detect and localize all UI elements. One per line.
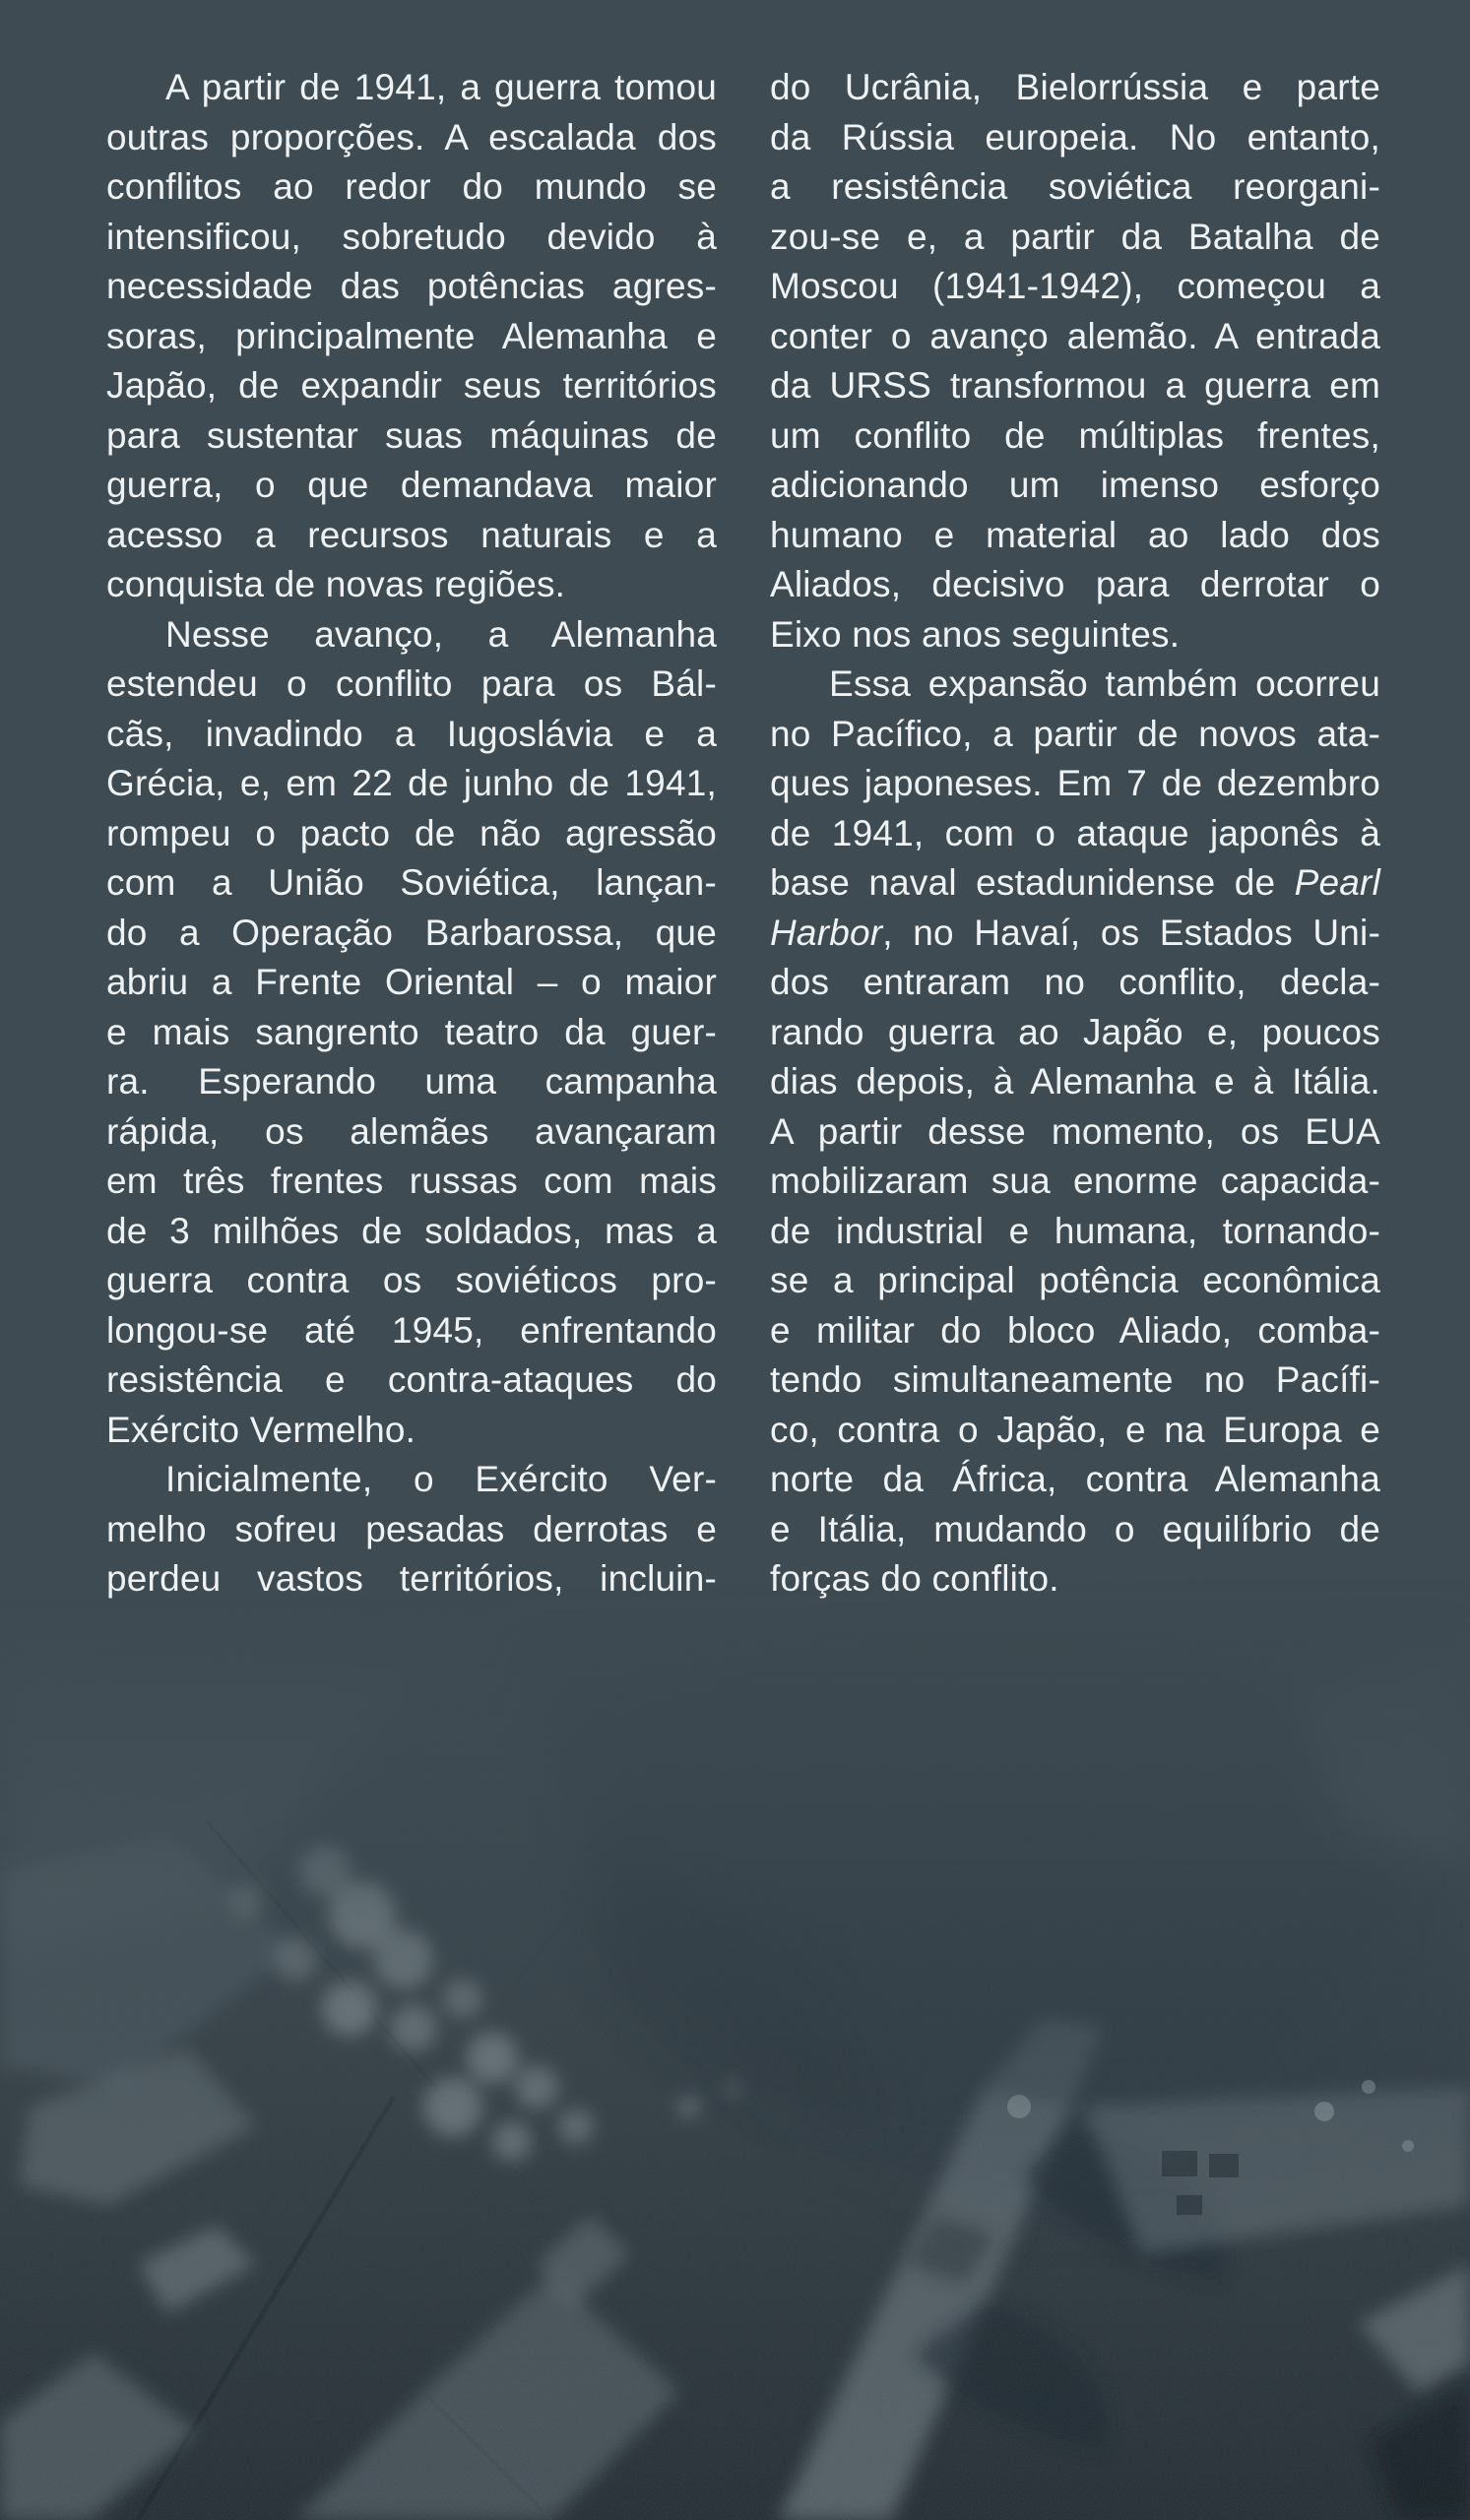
text-line [770,213,1380,263]
text-line [106,610,717,661]
text-line [770,858,1380,909]
text-line [770,809,1380,859]
text-run: Japão, de expandir seus territórios [106,365,717,406]
text-run: Nesse avanço, a Alemanha [165,613,717,655]
text-line [106,63,717,113]
photo-grain [0,1575,1470,2520]
text-run: Inicialmente, o Exército Ver- [165,1459,717,1499]
text-line [770,759,1380,809]
text-run: da URSS transformou a guerra em [770,365,1380,406]
text-run: perdeu vastos territórios, incluin- [106,1558,717,1599]
text-line [106,809,717,859]
text-line [770,63,1380,113]
text-run: mobilizaram sua enorme capacida- [770,1161,1380,1201]
text-line [770,461,1380,511]
text-run: conquista de novas regiões. [106,564,566,604]
text-run: tendo simultaneamente no Pacífi- [770,1359,1380,1400]
text-run: , no Havaí, os Estados Uni- [882,912,1380,953]
text-line [770,262,1380,312]
text-line [106,1406,717,1456]
text-line [770,1057,1380,1107]
text-column-right [770,63,1380,1605]
text-line [770,361,1380,411]
text-line [770,1355,1380,1406]
text-line [770,312,1380,362]
text-run: Eixo nos anos seguintes. [770,613,1181,655]
text-run: de industrial e humana, tornando- [770,1210,1380,1251]
text-run: Essa expansão também ocorreu [829,663,1380,704]
text-line [770,560,1380,610]
text-run: se a principal potência econômica [770,1260,1380,1300]
italic-text-run: Pearl [1294,862,1380,903]
text-run: e militar do bloco Aliado, comba- [770,1309,1380,1351]
text-line [770,1455,1380,1505]
text-line [106,162,717,213]
text-run: rápida, os alemães avançaram [106,1110,717,1152]
text-run: do Ucrânia, Bielorrússia e parte [770,67,1380,107]
text-line [106,1554,717,1605]
text-line [770,511,1380,561]
text-run: humano e material ao lado dos [770,514,1380,555]
text-run: guerra contra os soviéticos pro- [106,1260,717,1300]
text-line [106,411,717,462]
text-line [106,361,717,411]
text-run: rompeu o pacto de não agressão [106,812,717,853]
text-run: com a União Soviética, lançan- [106,862,717,903]
text-line [770,1406,1380,1456]
text-line [106,958,717,1008]
text-run: A partir desse momento, os EUA [770,1110,1380,1152]
text-line [106,1008,717,1058]
text-run: longou-se até 1945, enfrentando [106,1309,717,1351]
text-run: cãs, invadindo a Iugoslávia e a [106,713,717,754]
text-line [770,113,1380,163]
text-line [770,909,1380,959]
text-line [770,660,1380,710]
text-line [770,1008,1380,1058]
text-line [770,411,1380,462]
text-line [106,1355,717,1406]
text-line [770,1505,1380,1555]
text-run: no Pacífico, a partir de novos ata- [770,713,1380,754]
text-line [106,1455,717,1505]
text-line [106,759,717,809]
text-run: ques japoneses. Em 7 de dezembro [770,763,1380,803]
text-run: de 3 milhões de soldados, mas a [106,1210,717,1251]
text-line [770,710,1380,760]
text-run: abriu a Frente Oriental – o maior [106,962,717,1002]
text-run: A partir de 1941, a guerra tomou [165,67,717,107]
text-run: norte da África, contra Alemanha [770,1459,1380,1499]
text-run: para sustentar suas máquinas de [106,414,717,456]
text-run: intensificou, sobretudo devido à [106,216,717,257]
text-run: Moscou (1941-1942), começou a [770,266,1380,306]
text-line [106,1207,717,1257]
text-line [770,958,1380,1008]
text-run: um conflito de múltiplas frentes, [770,414,1380,456]
text-run: resistência e contra-ataques do [106,1359,717,1400]
text-line [106,511,717,561]
text-line [106,1306,717,1356]
text-run: Exército Vermelho. [106,1409,416,1450]
text-run: conflitos ao redor do mundo se [106,166,717,207]
text-run: zou-se e, a partir da Batalha de [770,216,1380,257]
text-run: acesso a recursos naturais e a [106,514,717,555]
text-run: necessidade das potências agres- [106,266,717,306]
text-run: em três frentes russas com mais [106,1161,717,1201]
text-run: guerra, o que demandava maior [106,465,717,505]
text-run: da Rússia europeia. No entanto, [770,116,1380,158]
text-run: rando guerra ao Japão e, poucos [770,1011,1380,1052]
text-line [770,1306,1380,1356]
text-column-left [106,63,717,1605]
text-line [106,1157,717,1207]
text-run: forças do conflito. [770,1558,1059,1599]
text-run: do a Operação Barbarossa, que [106,912,717,953]
text-run: e Itália, mudando o equilíbrio de [770,1508,1380,1549]
text-line [770,1256,1380,1306]
text-line [770,1554,1380,1605]
text-line [106,1256,717,1306]
text-run: e mais sangrento teatro da guer- [106,1011,717,1052]
italic-text-run: Harbor [770,912,883,953]
aerial-photo [0,1575,1470,2520]
text-run: estendeu o conflito para os Bál- [106,663,717,704]
text-line [106,312,717,362]
text-line [106,213,717,263]
text-line [106,1505,717,1555]
text-line [106,660,717,710]
text-line [770,610,1380,661]
aerial-photo-graphic [0,1575,1470,2520]
text-run: dos entraram no conflito, decla- [770,962,1380,1002]
text-line [106,1107,717,1158]
text-run: melho sofreu pesadas derrotas e [106,1508,717,1549]
text-line [770,1107,1380,1158]
text-line [106,560,717,610]
text-line [106,1057,717,1107]
text-run: de 1941, com o ataque japonês à [770,812,1380,853]
text-run: dias depois, à Alemanha e à Itália. [770,1061,1380,1102]
text-run: Aliados, decisivo para derrotar o [770,564,1380,604]
text-run: outras proporções. A escalada dos [106,116,717,158]
text-line [106,858,717,909]
text-run: soras, principalmente Alemanha e [106,315,717,356]
text-run: a resistência soviética reorgani- [770,166,1380,207]
article-two-columns [106,63,1380,1605]
text-line [106,262,717,312]
text-run: co, contra o Japão, e na Europa e [770,1409,1380,1450]
text-line [770,1157,1380,1207]
text-line [770,162,1380,213]
text-line [106,909,717,959]
text-run: base naval estadunidense de [770,862,1295,903]
text-line [106,113,717,163]
text-run: conter o avanço alemão. A entrada [770,315,1380,356]
text-line [770,1207,1380,1257]
text-line [106,461,717,511]
text-run: Grécia, e, em 22 de junho de 1941, [106,763,717,803]
text-run: adicionando um imenso esforço [770,465,1380,505]
text-run: ra. Esperando uma campanha [106,1061,717,1102]
text-line [106,710,717,760]
